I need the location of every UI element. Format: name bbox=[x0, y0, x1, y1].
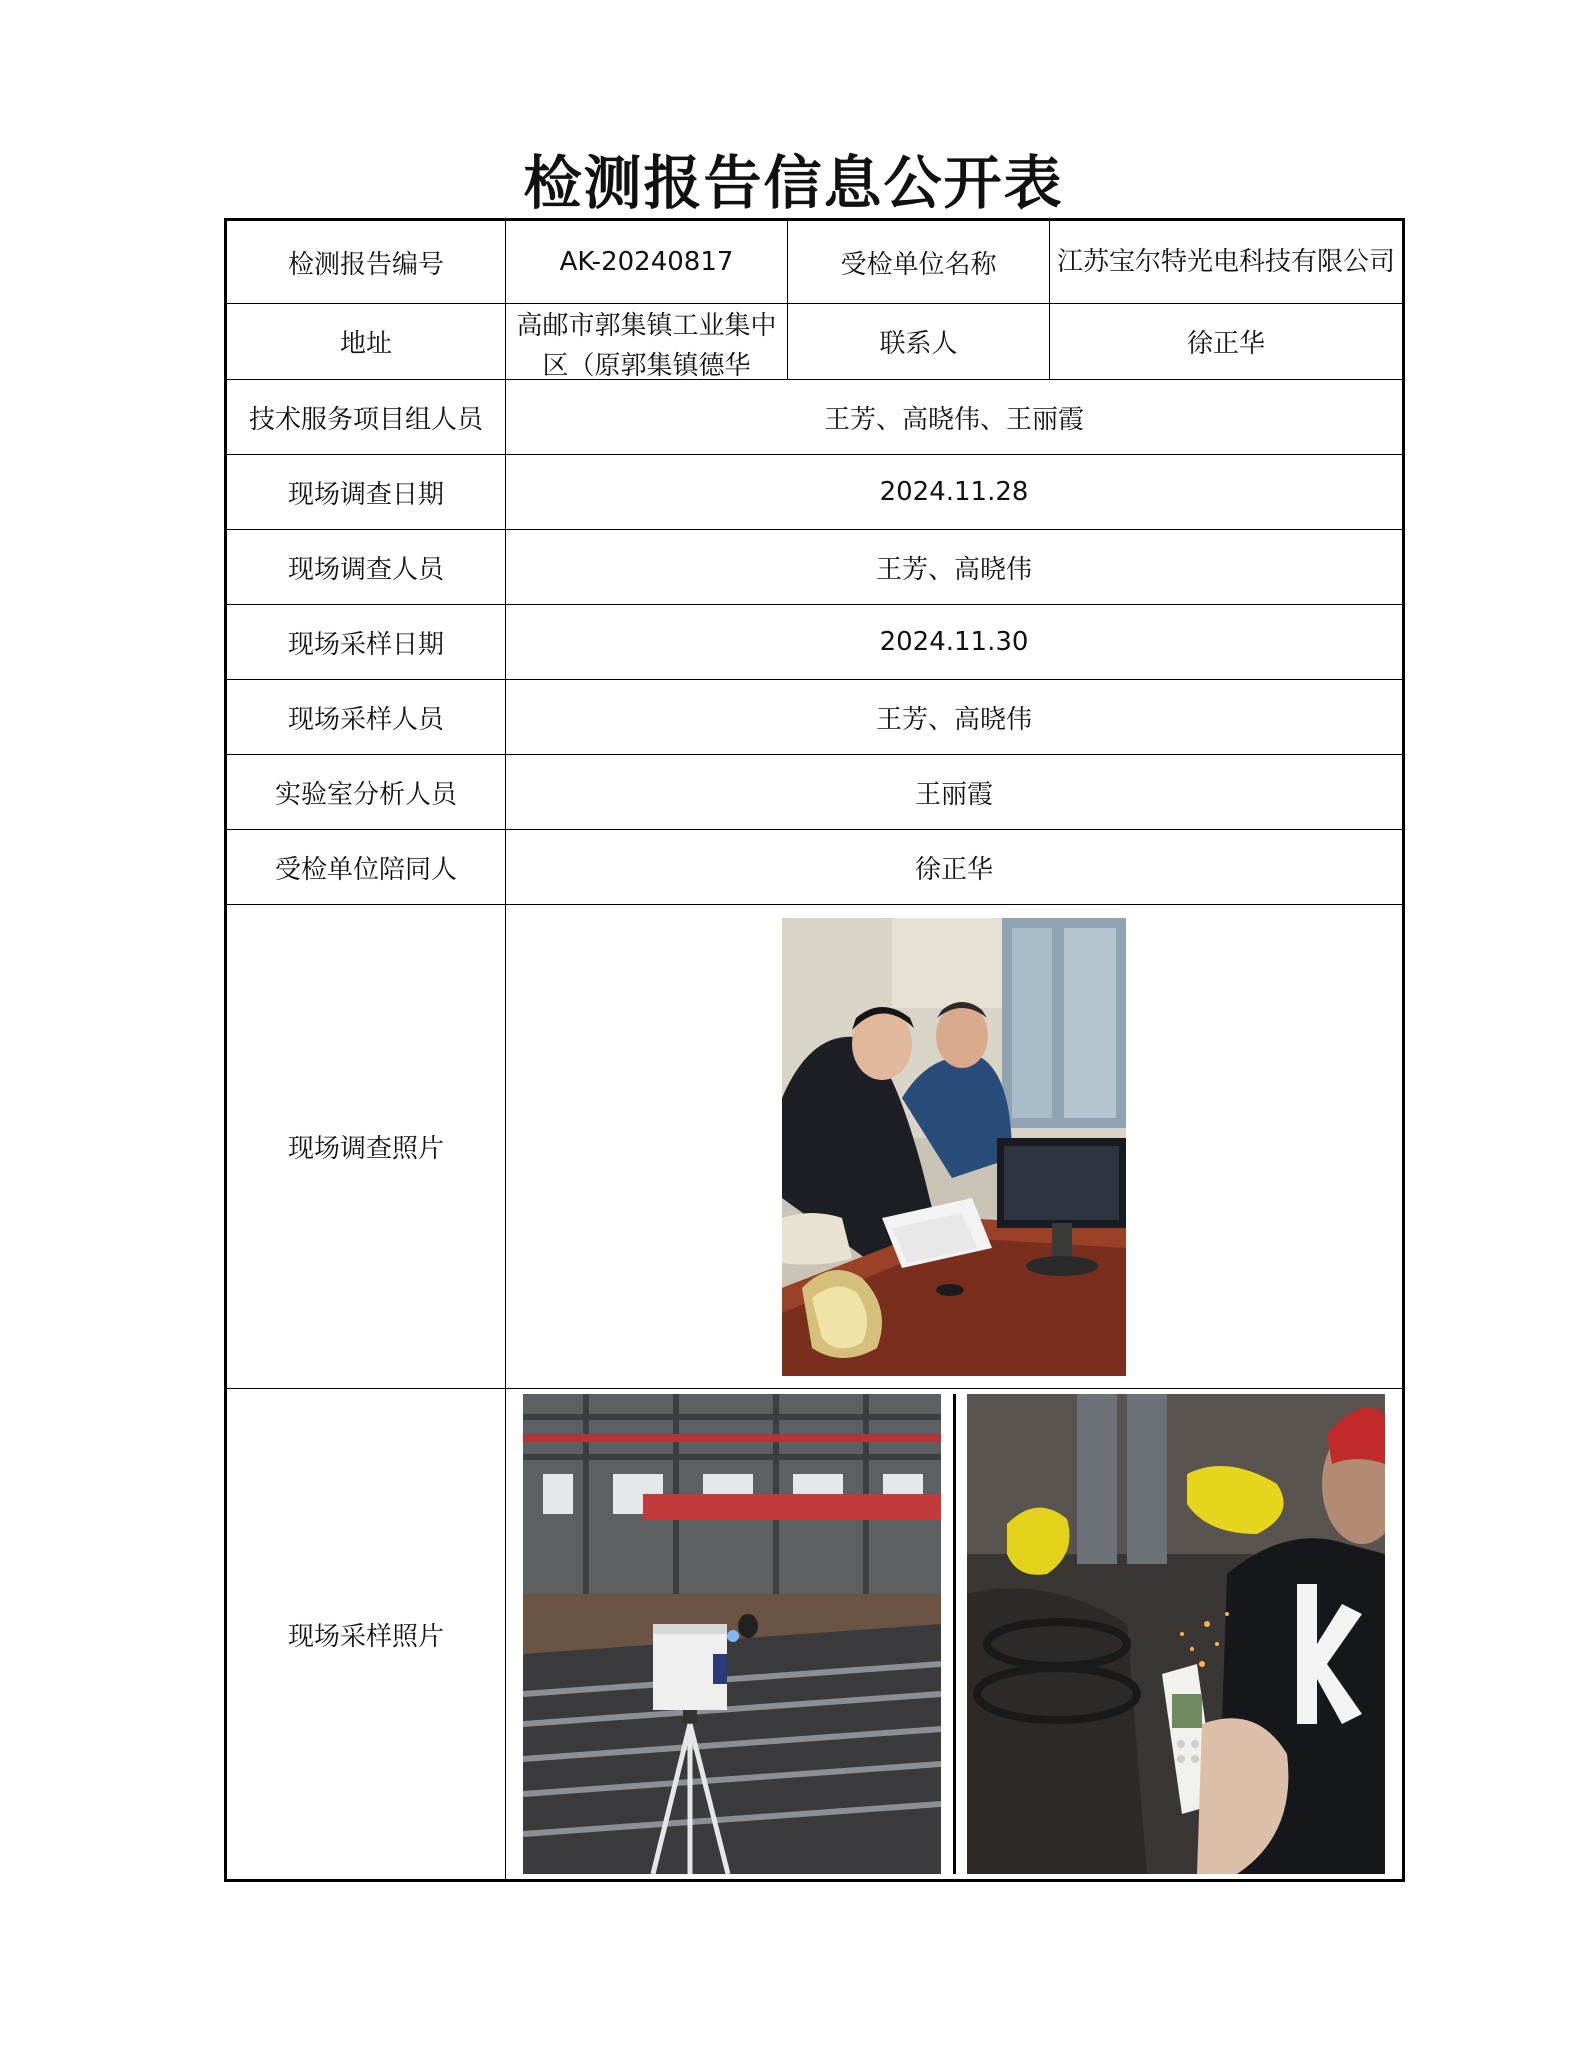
value-unit-name: 江苏宝尔特光电科技有限公司 bbox=[1050, 220, 1404, 304]
value-sampling-date: 2024.11.30 bbox=[506, 605, 1404, 680]
page-title: 检测报告信息公开表 bbox=[523, 149, 1064, 217]
row-sampling-photo bbox=[226, 1389, 1404, 1881]
row-escort bbox=[226, 830, 1404, 905]
row-report-no bbox=[226, 220, 1404, 304]
row-survey-photo bbox=[226, 905, 1404, 1389]
label-lab-staff: 实验室分析人员 bbox=[226, 755, 506, 830]
value-survey-staff: 王芳、高晓伟 bbox=[506, 530, 1404, 605]
sampling-photo-2 bbox=[967, 1394, 1385, 1874]
value-report-no: AK-20240817 bbox=[506, 220, 788, 304]
label-survey-date: 现场调查日期 bbox=[226, 455, 506, 530]
survey-photo bbox=[782, 918, 1126, 1376]
row-team bbox=[226, 380, 1404, 455]
value-contact: 徐正华 bbox=[1050, 304, 1404, 380]
label-survey-photo: 现场调查照片 bbox=[226, 905, 506, 1389]
row-survey-date bbox=[226, 455, 1404, 530]
value-sampling-staff: 王芳、高晓伟 bbox=[506, 680, 1404, 755]
row-survey-staff bbox=[226, 530, 1404, 605]
label-address: 地址 bbox=[226, 304, 506, 380]
value-escort: 徐正华 bbox=[506, 830, 1404, 905]
label-report-no: 检测报告编号 bbox=[226, 220, 506, 304]
row-sampling-date bbox=[226, 605, 1404, 680]
label-survey-staff: 现场调查人员 bbox=[226, 530, 506, 605]
row-address bbox=[226, 304, 1404, 380]
label-unit-name: 受检单位名称 bbox=[788, 220, 1050, 304]
value-address: 高邮市郭集镇工业集中区（原郭集镇德华 bbox=[516, 310, 777, 378]
label-team: 技术服务项目组人员 bbox=[226, 380, 506, 455]
value-survey-date: 2024.11.28 bbox=[506, 455, 1404, 530]
label-sampling-staff: 现场采样人员 bbox=[226, 680, 506, 755]
row-sampling-staff bbox=[226, 680, 1404, 755]
label-sampling-date: 现场采样日期 bbox=[226, 605, 506, 680]
row-lab-staff bbox=[226, 755, 1404, 830]
label-escort: 受检单位陪同人 bbox=[226, 830, 506, 905]
value-team: 王芳、高晓伟、王丽霞 bbox=[506, 380, 1404, 455]
label-sampling-photo: 现场采样照片 bbox=[226, 1389, 506, 1881]
sampling-photo-1 bbox=[523, 1394, 941, 1874]
value-lab-staff: 王丽霞 bbox=[506, 755, 1404, 830]
report-table bbox=[224, 218, 1405, 1882]
label-contact: 联系人 bbox=[788, 304, 1050, 380]
